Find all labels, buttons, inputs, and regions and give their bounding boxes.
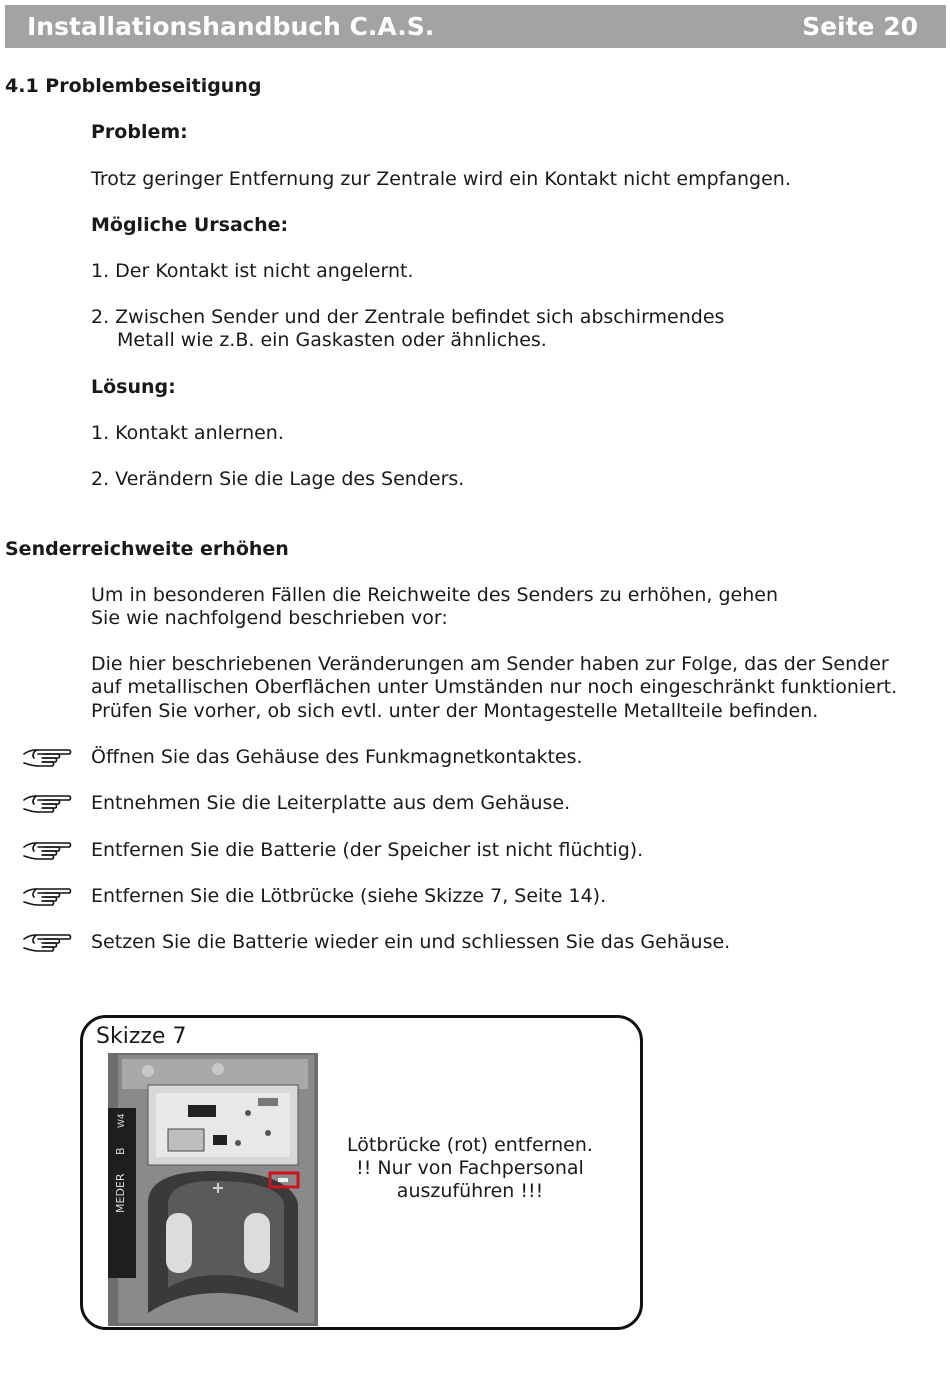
solution-item-1: 1. Kontakt anlernen. bbox=[91, 422, 284, 444]
solution-label: Lösung: bbox=[91, 376, 176, 398]
step-3: Entfernen Sie die Batterie (der Speicher ist nicht flüchtig). bbox=[91, 839, 644, 861]
intro-line-1: Um in besonderen Fällen die Reichweite des Senders zu erhöhen, gehen bbox=[91, 584, 779, 606]
figure-caption bbox=[330, 1134, 610, 1203]
page-header bbox=[5, 5, 946, 48]
figure-title: Skizze 7 bbox=[96, 1024, 187, 1049]
pointing-hand-icon bbox=[22, 791, 72, 819]
pointing-hand-icon bbox=[22, 745, 72, 773]
solution-item-2: 2. Verändern Sie die Lage des Senders. bbox=[91, 468, 465, 490]
cause-item-2-line1: 2. Zwischen Sender und der Zentrale befindet sich abschirmendes bbox=[91, 306, 725, 328]
step-4: Entfernen Sie die Lötbrücke (siehe Skizze 7, Seite 14). bbox=[91, 885, 607, 907]
caption-line-1: Lötbrücke (rot) entfernen. bbox=[347, 1134, 593, 1156]
cause-item-2-line2: Metall wie z.B. ein Gaskasten oder ähnliches. bbox=[117, 329, 547, 351]
document-title: Installationshandbuch C.A.S. bbox=[27, 12, 435, 41]
pointing-hand-icon bbox=[22, 930, 72, 958]
photo-label-meder: MEDER bbox=[114, 1173, 127, 1213]
step-5: Setzen Sie die Batterie wieder ein und schliessen Sie das Gehäuse. bbox=[91, 931, 731, 953]
circuit-board-photo bbox=[108, 1053, 318, 1326]
caption-line-3: auszuführen !!! bbox=[396, 1180, 544, 1202]
cause-item-1: 1. Der Kontakt ist nicht angelernt. bbox=[91, 260, 414, 282]
warning-line-2: auf metallischen Oberflächen unter Umständen nur noch eingeschränkt funktioniert. bbox=[91, 676, 898, 698]
intro-line-2: Sie wie nachfolgend beschrieben vor: bbox=[91, 607, 448, 629]
pointing-hand-icon bbox=[22, 838, 72, 866]
caption-line-2: !! Nur von Fachpersonal bbox=[356, 1157, 584, 1179]
problem-text: Trotz geringer Entfernung zur Zentrale wird ein Kontakt nicht empfangen. bbox=[91, 168, 791, 190]
section-heading: 4.1 Problembeseitigung bbox=[5, 75, 262, 97]
section-heading-range: Senderreichweite erhöhen bbox=[5, 538, 289, 560]
pointing-hand-icon bbox=[22, 884, 72, 912]
page-number: Seite 20 bbox=[802, 12, 918, 41]
warning-line-3: Prüfen Sie vorher, ob sich evtl. unter der Montagestelle Metallteile befinden. bbox=[91, 700, 819, 722]
photo-label-b: B bbox=[114, 1147, 127, 1155]
step-1: Öffnen Sie das Gehäuse des Funkmagnetkontaktes. bbox=[91, 746, 583, 768]
photo-label-w4: W4 bbox=[117, 1113, 127, 1128]
warning-line-1: Die hier beschriebenen Veränderungen am Sender haben zur Folge, das der Sender bbox=[91, 653, 889, 675]
step-2: Entnehmen Sie die Leiterplatte aus dem Gehäuse. bbox=[91, 792, 571, 814]
cause-label: Mögliche Ursache: bbox=[91, 214, 289, 236]
problem-label: Problem: bbox=[91, 121, 188, 143]
